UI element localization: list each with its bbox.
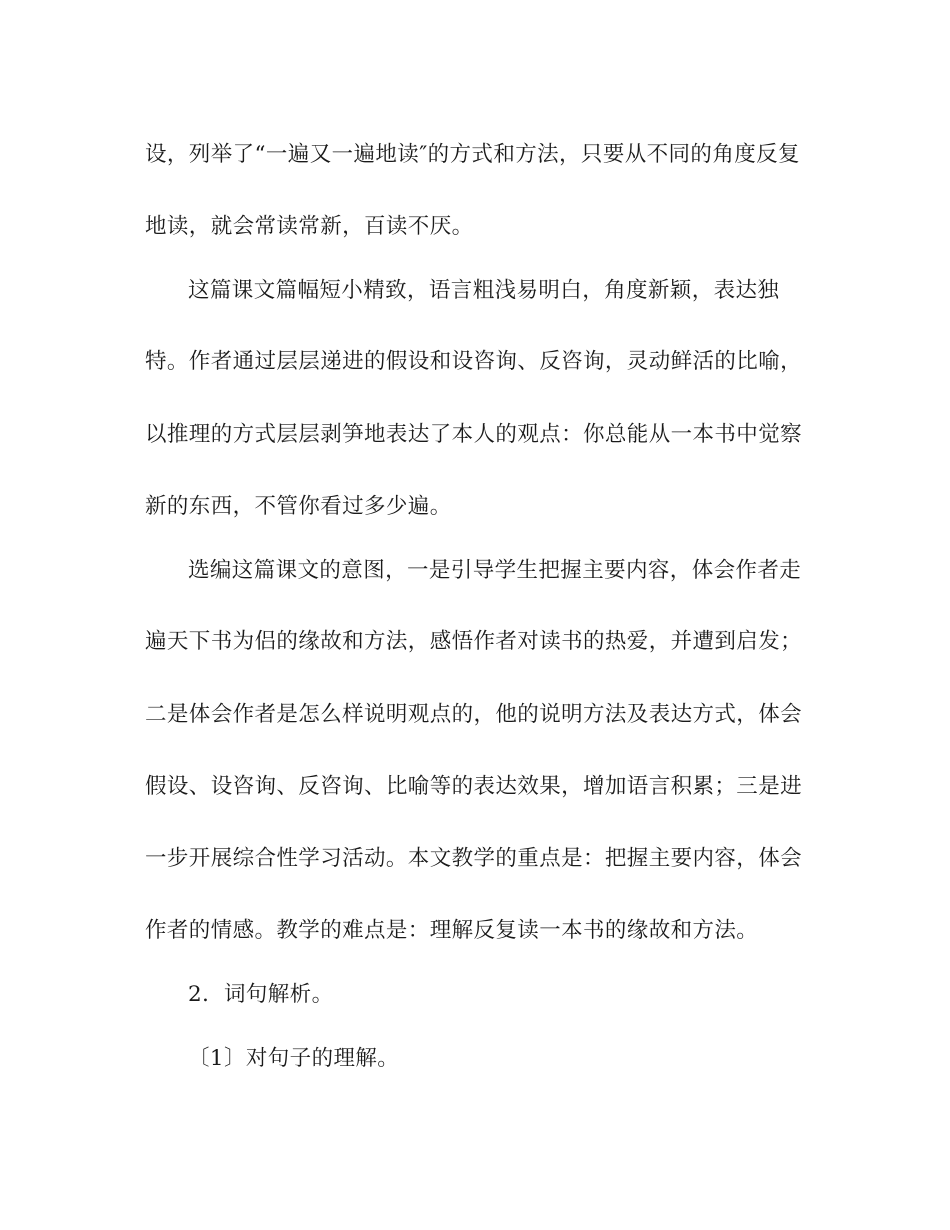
text-line: 以推理的方式层层剥笋地表达了本人的观点：你总能从一本书中觉察	[145, 422, 803, 447]
paragraph-start-line: 这篇课文篇幅短小精致，语言粗浅易明白，角度新颖，表达独	[188, 278, 780, 303]
subsection-heading: 〔1〕对句子的理解。	[188, 1046, 400, 1071]
text-line: 新的东西，不管你看过多少遍。	[145, 494, 452, 519]
text-line: 作者的情感。教学的难点是：理解反复读一本书的缘故和方法。	[145, 918, 759, 943]
text-line: 假设、设咨询、反咨询、比喻等的表达效果，增加语言积累；三是进	[145, 774, 803, 799]
text-line: 遍天下书为侣的缘故和方法，感悟作者对读书的热爱，并遭到启发；	[145, 629, 803, 654]
text-line: 一步开展综合性学习活动。本文教学的重点是：把握主要内容，体会	[145, 846, 803, 871]
section-heading: 2．词句解析。	[188, 982, 334, 1007]
text-line: 地读，就会常读常新，百读不厌。	[145, 214, 474, 239]
paragraph-start-line: 选编这篇课文的意图，一是引导学生把握主要内容，体会作者走	[188, 558, 802, 583]
text-line: 二是体会作者是怎么样说明观点的，他的说明方法及表达方式，体会	[145, 702, 803, 727]
text-line: 设，列举了“一遍又一遍地读″的方式和方法，只要从不同的角度反复	[145, 142, 800, 167]
text-line: 特。作者通过层层递进的假设和设咨询、反咨询，灵动鲜活的比喻，	[145, 349, 803, 374]
